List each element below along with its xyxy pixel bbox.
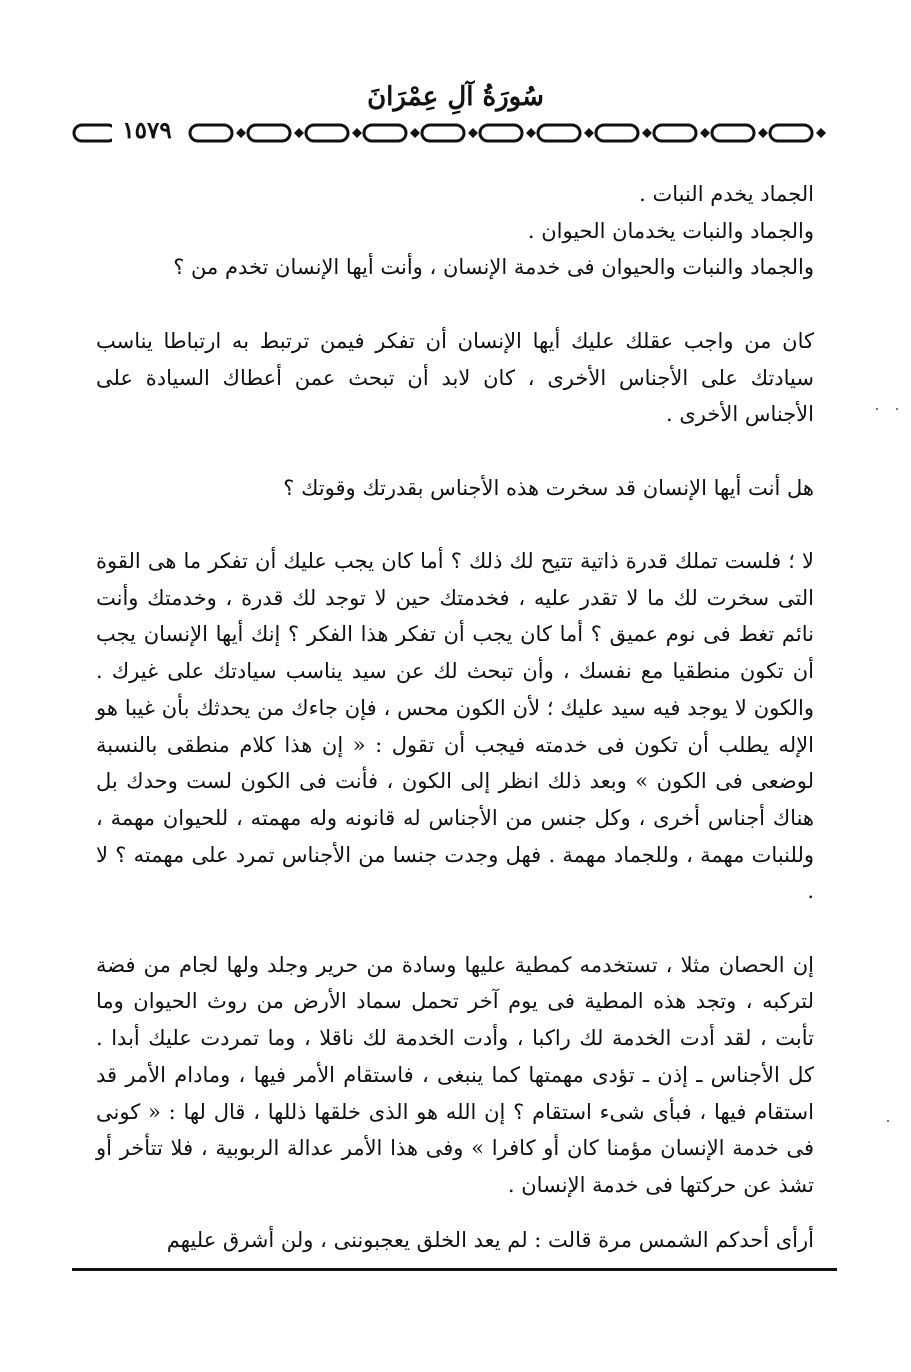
intro-line: والجماد والنبات يخدمان الحيوان . bbox=[527, 218, 814, 243]
paragraph-no-power: لا ؛ فلست تملك قدرة ذاتية تتيح لك ذلك ؟ أما كان يجب عليك أن تفكر ما هى القوة التى سخرت لك ما لا تقدر عليه ، فخدمتك حين لا توجد لك قدرة ، وخدمتك وأنت نائم تغط فى نوم عميق ؟ أما كان يجب أن تفكر هذا الفكر ؟ إنك أيها الإنسان يجب أن تكون منطقيا مع نفسك ، وأن تبحث لك عن سيد يناسب سيادتك على غيرك . والكون لا يوجد فيه سيد عليك ؛ لأن الكون محس ، فإن جاءك من يحدثك بأن غيبا هو الإله يطلب أن تكون فى خدمته فيجب أن تقول : « إن هذا كلام منطقى بالنسبة لوضعى فى الكون » وبعد ذلك انظر إلى الكون ، فأنت فى الكون لست وحدك بل هناك أجناس أخرى ، وكل جنس من الأجناس له قانونه وله مهمته ، للحيوان مهمة ، وللنبات مهمة ، وللجماد مهمة . فهل وجدت جنسا من الأجناس تمرد على مهمته ؟ لا . bbox=[96, 548, 815, 904]
footer-rule bbox=[72, 1268, 837, 1271]
paragraph-reason-duty: كان من واجب عقلك عليك أيها الإنسان أن تفكر فيمن ترتبط به ارتباطا يناسب سيادتك على الأجناس الأخرى ، كان لابد أن تبحث عمن أعطاك السيادة على الأجناس الأخرى . bbox=[96, 328, 814, 427]
main-text bbox=[96, 176, 814, 1258]
scan-speck bbox=[876, 408, 878, 410]
scan-speck bbox=[896, 408, 898, 410]
intro-line: الجماد يخدم النبات . bbox=[639, 182, 814, 206]
page-number: ١٥٧٩ bbox=[112, 116, 182, 146]
paragraph-question: هل أنت أيها الإنسان قد سخرت هذه الأجناس بقدرتك وقوتك ؟ bbox=[283, 475, 814, 500]
surah-title: سُورَةُ آلِ عِمْرَانَ bbox=[367, 82, 544, 112]
intro-line: والجماد والنبات والحيوان فى خدمة الإنسان ، وأنت أيها الإنسان تخدم من ؟ bbox=[173, 255, 814, 280]
paragraph-sun: أرأى أحدكم الشمس مرة قالت : لم يعد الخلق يعجبوننى ، ولن أشرق عليهم bbox=[166, 1227, 814, 1252]
paragraph-horse-example: إن الحصان مثلا ، تستخدمه كمطية عليها وسادة من حرير وجلد ولها لجام من فضة لتركبه ، وتجد هذه المطية فى يوم آخر تحمل سماد الأرض من روث الحيوان وما تأبت ، لقد أدت الخدمة لك راكبا ، وأدت الخدمة لك ناقلا ، وما تمردت عليك أبدا . كل الأجناس ـ إذن ـ تؤدى مهمتها كما ينبغى ، فاستقام الأمر فيها ، ومادام الأمر قد استقام فيها ، فبأى شىء استقام ؟ إن الله هو الذى خلقها ذللها ، قال لها : « كونى فى خدمة الإنسان مؤمنا كان أو كافرا » وفى هذا الأمر عدالة الربوبية ، فلا تتأخر أو تشذ عن حركتها فى خدمة الإنسان . bbox=[96, 952, 814, 1197]
ornamental-chain-border bbox=[72, 118, 837, 148]
scan-speck bbox=[887, 1120, 889, 1122]
